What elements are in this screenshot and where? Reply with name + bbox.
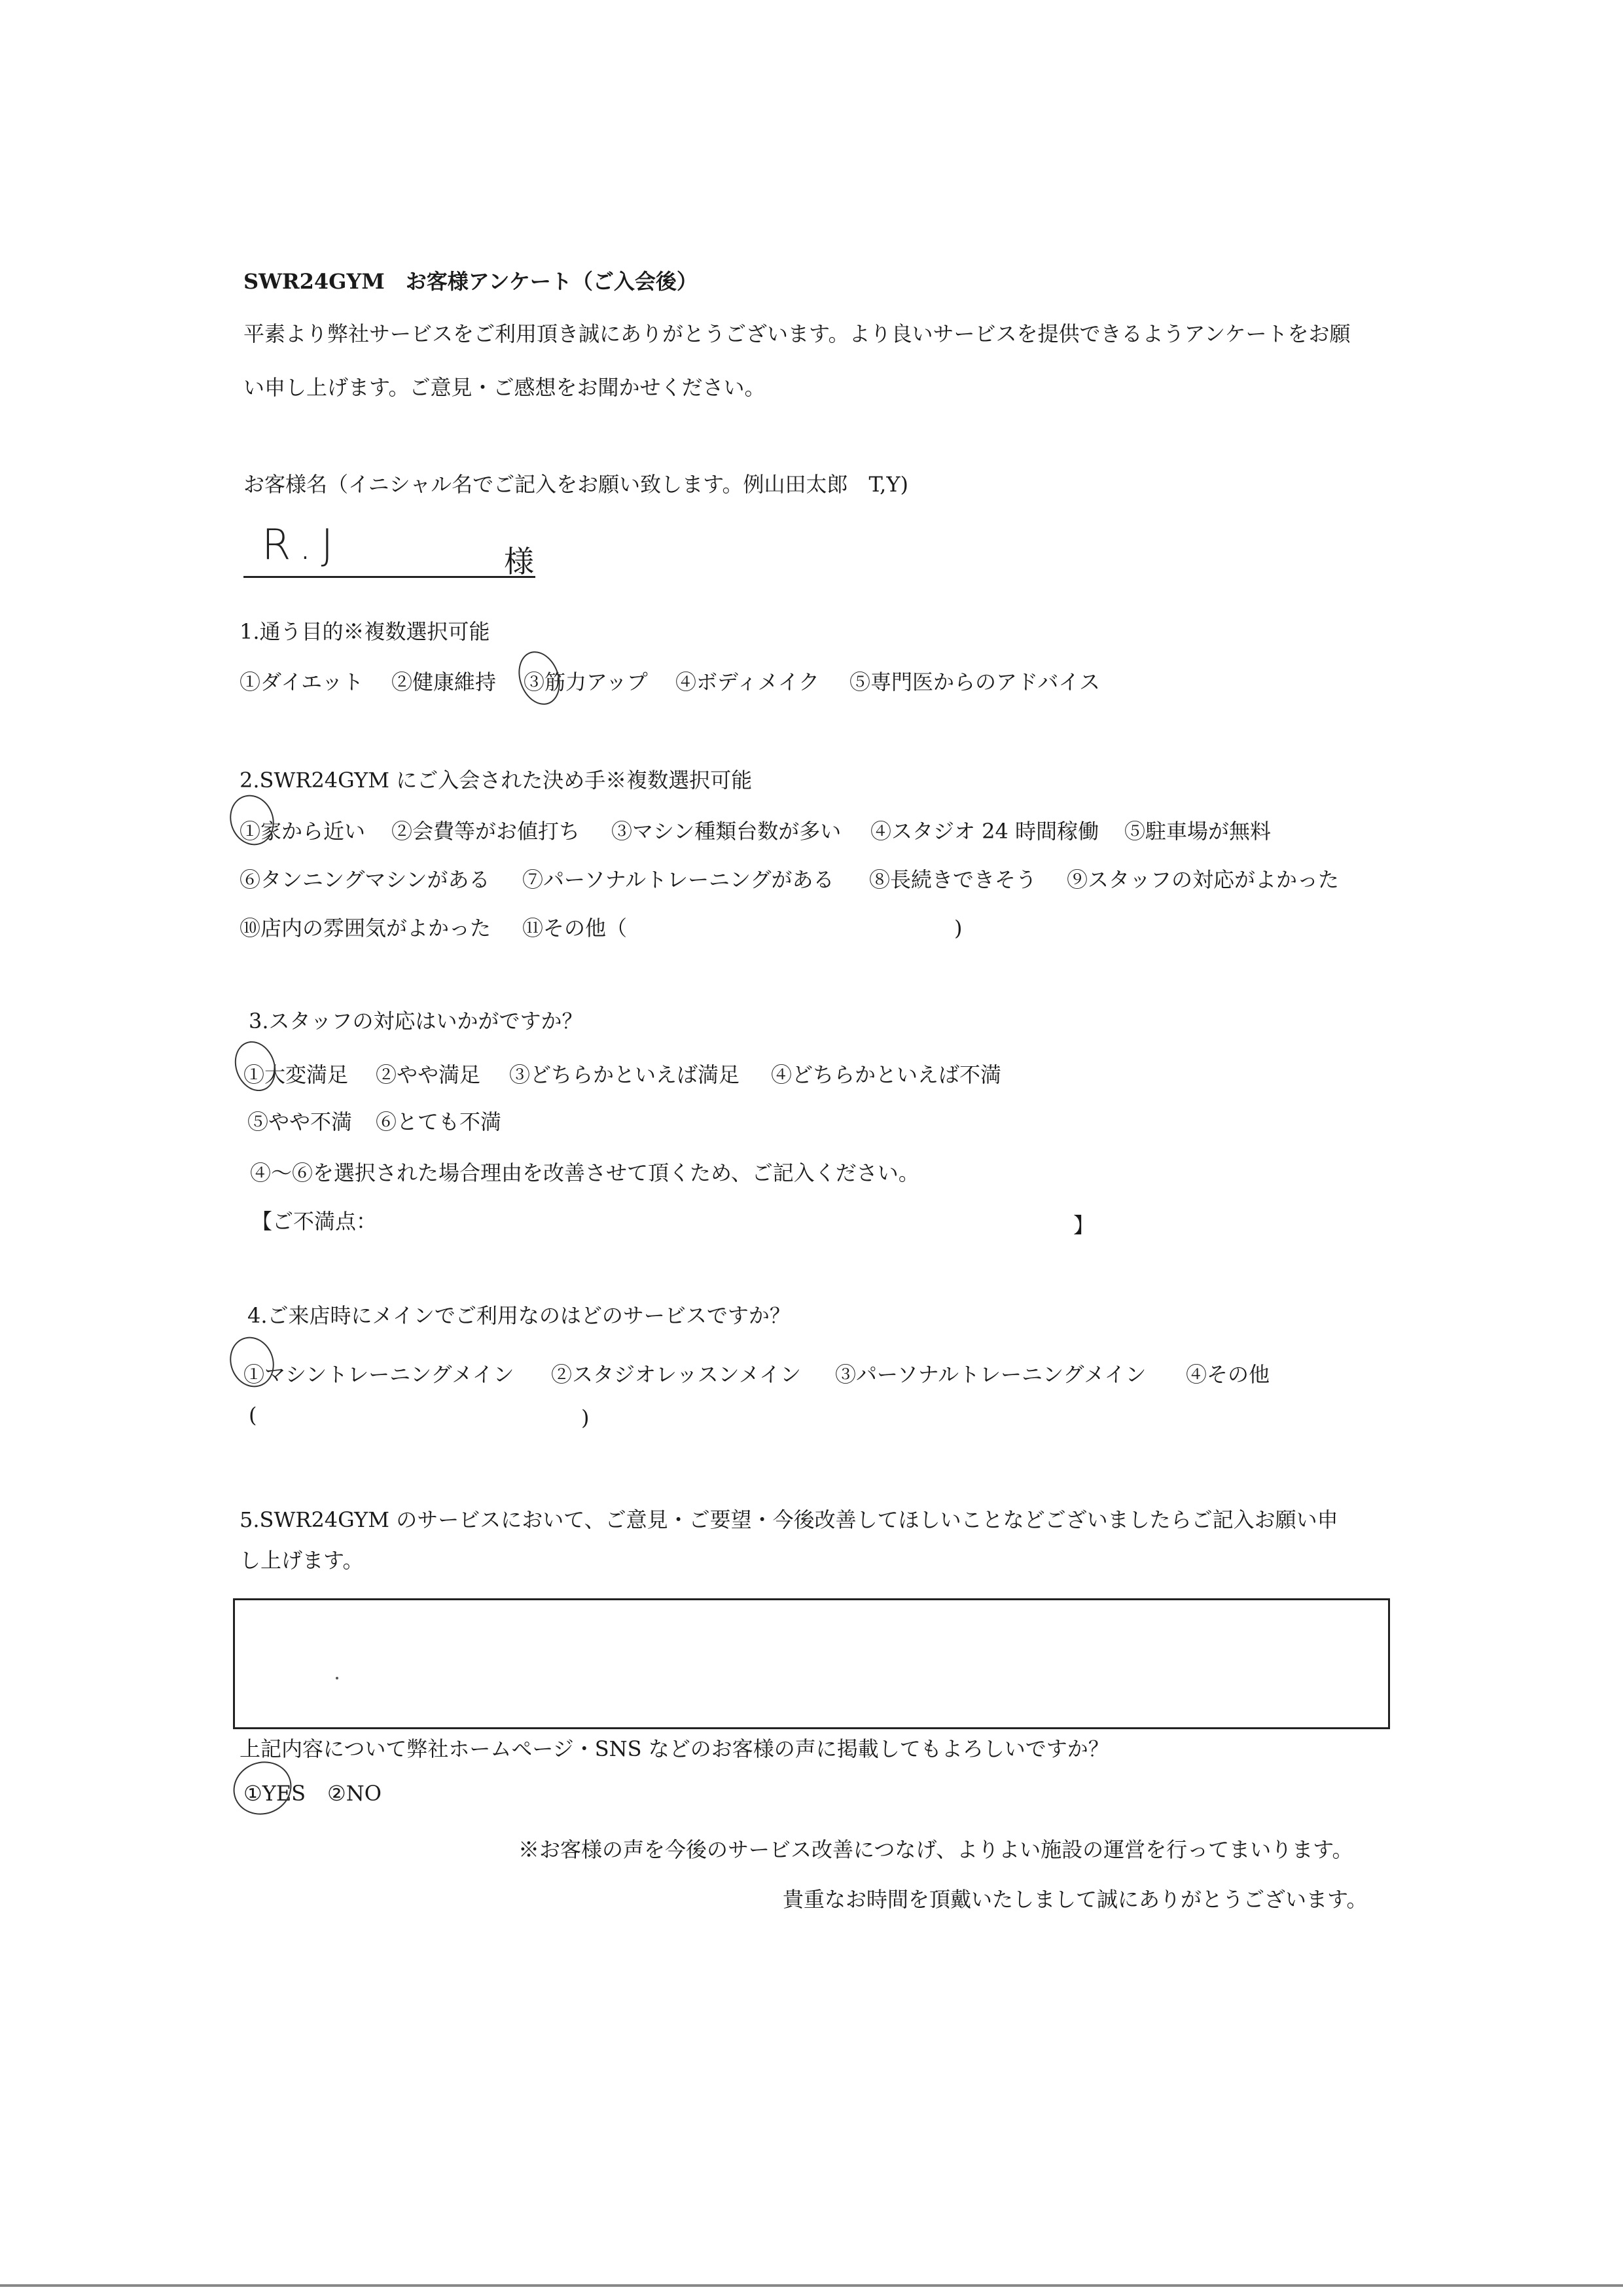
publish-no-option[interactable]: ②NO	[327, 1781, 382, 1806]
q2-option-11[interactable]: ⑪その他（	[522, 916, 628, 941]
survey-title: SWR24GYM お客様アンケート（ご入会後）	[243, 269, 698, 294]
q4-option-2[interactable]: ②スタジオレッスンメイン	[551, 1362, 802, 1387]
q1-options	[240, 669, 1101, 695]
q2-option-6[interactable]: ⑥タンニングマシンがある	[240, 867, 490, 892]
q2-option-7[interactable]: ⑦パーソナルトレーニングがある	[522, 867, 834, 892]
q3-heading: 3.スタッフの対応はいかがですか？	[249, 1009, 583, 1033]
q2-option-2[interactable]: ②会費等がお値打ち	[391, 819, 580, 844]
q2-option-1[interactable]: ①家から近い	[240, 819, 366, 844]
publish-yes-option[interactable]: ①YES	[243, 1781, 306, 1806]
q4-heading: 4.ご来店時にメインでご利用なのはどのサービスですか？	[247, 1303, 791, 1328]
q1-heading: 1.通う目的※複数選択可能	[240, 619, 490, 644]
q4-other-close: )	[581, 1405, 590, 1430]
customer-name-label: お客様名（イニシャル名でご記入をお願い致します。例山田太郎 T,Y)	[243, 472, 908, 497]
q3-option-5[interactable]: ⑤やや不満	[247, 1109, 353, 1134]
intro-line-1: 平素より弊社サービスをご利用頂き誠にありがとうございます。より良いサービスを提供できるようアンケートをお願	[243, 321, 1351, 346]
q5-heading-line-1: 5.SWR24GYM のサービスにおいて、ご意見・ご要望・今後改善してほしいことなどございましたらご記入お願い申	[240, 1507, 1338, 1532]
q2-other-close: )	[954, 916, 963, 941]
q4-option-4[interactable]: ④その他	[1186, 1362, 1270, 1387]
q4-option-1[interactable]: ①マシントレーニングメイン	[243, 1362, 514, 1387]
q1-option-1[interactable]: ①ダイエット	[240, 670, 364, 694]
q4-options	[243, 1361, 1270, 1388]
q2-option-5[interactable]: ⑤駐車場が無料	[1124, 819, 1272, 844]
q3-option-1[interactable]: ①大変満足	[243, 1062, 349, 1087]
q2-heading: 2.SWR24GYM にご入会された決め手※複数選択可能	[240, 768, 753, 793]
q1-option-3[interactable]: ③筋力アップ	[524, 670, 648, 694]
customer-honorific: 様	[504, 544, 534, 579]
footer-note-1: ※お客様の声を今後のサービス改善につなげ、よりよい施設の運営を行ってまいります。	[518, 1837, 1353, 1862]
q3-complaint-label: 【ご不満点：	[251, 1209, 378, 1234]
q3-note: ④〜⑥を選択された場合理由を改善させて頂くため、ご記入ください。	[250, 1160, 919, 1185]
q2-option-3[interactable]: ③マシン種類台数が多い	[611, 819, 842, 844]
q5-answer-box[interactable]	[233, 1598, 1390, 1729]
q3-option-6[interactable]: ⑥とても不満	[376, 1109, 502, 1134]
q3-option-2[interactable]: ②やや満足	[376, 1062, 481, 1087]
q3-complaint-close: 】	[1073, 1213, 1095, 1238]
q2-row-2	[240, 867, 1340, 893]
q5-heading-line-2: し上げます。	[240, 1548, 364, 1573]
q1-option-2[interactable]: ②健康維持	[391, 670, 497, 694]
publish-selection-circle	[226, 1753, 299, 1823]
publish-question: 上記内容について弊社ホームページ・SNS などのお客様の声に掲載してもよろしいですか？	[240, 1736, 1109, 1761]
q1-option-4[interactable]: ④ボディメイク	[675, 670, 820, 694]
scan-bottom-edge	[0, 2284, 1623, 2287]
name-underline	[243, 576, 535, 578]
q2-option-10[interactable]: ⑩店内の雰囲気がよかった	[240, 916, 491, 941]
q1-selection-circle	[511, 645, 567, 710]
q3-row-2	[247, 1109, 502, 1135]
q4-other-open: (	[249, 1403, 257, 1427]
q2-option-4[interactable]: ④スタジオ 24 時間稼働	[870, 819, 1099, 844]
q3-option-4[interactable]: ④どちらかといえば不満	[771, 1062, 1002, 1087]
intro-line-2: い申し上げます。ご意見・ご感想をお聞かせください。	[243, 375, 766, 400]
q2-option-8[interactable]: ⑧長続きできそう	[869, 867, 1037, 892]
q1-option-5[interactable]: ⑤専門医からのアドバイス	[849, 670, 1101, 694]
q2-row-3	[240, 915, 963, 941]
customer-name-handwritten: R.J	[262, 521, 343, 569]
footer-note-2: 貴重なお時間を頂戴いたしまして誠にありがとうございます。	[783, 1887, 1368, 1912]
q2-option-9[interactable]: ⑨スタッフの対応がよかった	[1067, 867, 1340, 892]
q4-option-3[interactable]: ③パーソナルトレーニングメイン	[835, 1362, 1147, 1387]
q3-option-3[interactable]: ③どちらかといえば満足	[509, 1062, 740, 1087]
scan-speck	[336, 1677, 338, 1679]
